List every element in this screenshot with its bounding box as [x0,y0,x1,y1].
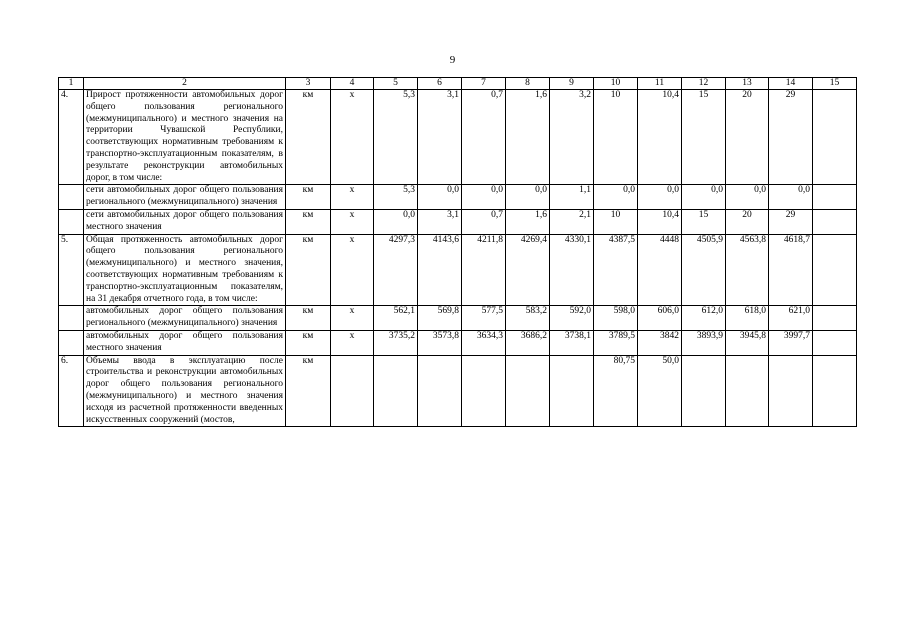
value-cell: 0,0 [726,185,769,210]
value-cell: 0,0 [682,185,726,210]
indicator-description: автомобильных дорог общего пользования регионального (межмуниципального) значения [84,306,286,331]
value-cell [462,355,506,427]
column-header-6: 6 [418,78,462,90]
base-value-cell: х [331,209,374,234]
value-cell: 606,0 [638,306,682,331]
value-cell: 621,0 [769,306,813,331]
indicator-description: сети автомобильных дорог общего пользования местного значения [84,209,286,234]
value-cell: 20 [726,90,769,185]
base-value-cell: х [331,185,374,210]
value-cell: 4143,6 [418,234,462,306]
value-cell: 4387,5 [594,234,638,306]
value-cell: 3735,2 [374,330,418,355]
value-cell: 10 [594,209,638,234]
indicator-description: сети автомобильных дорог общего пользования регионального (межмуниципального) значения [84,185,286,210]
row-number [59,330,84,355]
value-cell: 5,3 [374,90,418,185]
value-cell: 3,1 [418,90,462,185]
value-cell [769,355,813,427]
value-cell: 15 [682,90,726,185]
value-cell: 583,2 [506,306,550,331]
column-header-8: 8 [506,78,550,90]
value-cell: 0,7 [462,90,506,185]
value-cell: 0,7 [462,209,506,234]
value-cell: 50,0 [638,355,682,427]
unit-cell: км [286,209,331,234]
column-header-5: 5 [374,78,418,90]
value-cell: 0,0 [462,185,506,210]
value-cell: 80,75 [594,355,638,427]
value-cell [374,355,418,427]
column-header-12: 12 [682,78,726,90]
value-cell: 562,1 [374,306,418,331]
value-cell: 4297,3 [374,234,418,306]
row-number [59,185,84,210]
indicator-description: Объемы ввода в эксплуатацию после строительства и реконструкции автомобильных дорог общего пользования регионального (межмуниципального) и местного значения исходя из расчетной протяженности введенных искусственных сооружений (мостов, [84,355,286,427]
row-number: 4. [59,90,84,185]
value-cell: 3789,5 [594,330,638,355]
value-cell: 3,2 [550,90,594,185]
value-cell: 1,1 [550,185,594,210]
value-cell: 3686,2 [506,330,550,355]
value-cell: 3573,8 [418,330,462,355]
value-cell: 3945,8 [726,330,769,355]
column-header-14: 14 [769,78,813,90]
header-row [59,78,857,90]
column-header-4: 4 [331,78,374,90]
value-cell: 29 [769,90,813,185]
value-cell: 4505,9 [682,234,726,306]
unit-cell: км [286,306,331,331]
row-number [59,306,84,331]
page-number: 9 [449,54,456,66]
value-cell: 612,0 [682,306,726,331]
value-cell: 3893,9 [682,330,726,355]
column-header-13: 13 [726,78,769,90]
indicator-description: автомобильных дорог общего пользования местного значения [84,330,286,355]
value-cell: 3997,7 [769,330,813,355]
table-row [59,330,857,355]
value-cell: 10,4 [638,90,682,185]
value-cell: 1,6 [506,209,550,234]
table-row [59,234,857,306]
value-cell: 4211,8 [462,234,506,306]
unit-cell: км [286,330,331,355]
value-cell: 0,0 [769,185,813,210]
unit-cell: км [286,234,331,306]
table-row [59,90,857,185]
value-cell [726,355,769,427]
column-header-10: 10 [594,78,638,90]
indicator-description: Общая протяженность автомобильных дорог общего пользования регионального (межмуниципального) и местного значения, соответствующих нормативным требованиям к транспортно-эксплуатационным показателям, на 31 декабря отчетного года, в том числе: [84,234,286,306]
table-row [59,209,857,234]
column-header-1: 1 [59,78,84,90]
value-cell: 618,0 [726,306,769,331]
value-cell: 4330,1 [550,234,594,306]
value-cell [813,90,857,185]
column-header-15: 15 [813,78,857,90]
value-cell [506,355,550,427]
value-cell [813,209,857,234]
base-value-cell: х [331,90,374,185]
unit-cell: км [286,90,331,185]
value-cell: 0,0 [418,185,462,210]
value-cell: 0,0 [594,185,638,210]
value-cell: 3738,1 [550,330,594,355]
indicators-table [58,77,857,427]
value-cell: 29 [769,209,813,234]
value-cell: 0,0 [374,209,418,234]
indicator-description: Прирост протяженности автомобильных дорог общего пользования регионального (межмуниципального) и местного значения на территории Чувашской Республики, соответствующих нормативным требованиям к транспортно-эксплуатационным показателям, в результате реконструкции автомобильных дорог, в том числе: [84,90,286,185]
value-cell: 3634,3 [462,330,506,355]
value-cell [813,234,857,306]
value-cell: 5,3 [374,185,418,210]
table-body [59,90,857,427]
row-number: 6. [59,355,84,427]
value-cell: 598,0 [594,306,638,331]
value-cell: 10,4 [638,209,682,234]
base-value-cell: х [331,330,374,355]
value-cell: 4618,7 [769,234,813,306]
value-cell [813,330,857,355]
value-cell: 1,6 [506,90,550,185]
value-cell: 10 [594,90,638,185]
value-cell: 4563,8 [726,234,769,306]
value-cell: 2,1 [550,209,594,234]
value-cell [418,355,462,427]
value-cell [550,355,594,427]
table-row [59,355,857,427]
row-number: 5. [59,234,84,306]
value-cell: 0,0 [506,185,550,210]
value-cell: 20 [726,209,769,234]
value-cell: 3842 [638,330,682,355]
value-cell [813,355,857,427]
value-cell: 4448 [638,234,682,306]
unit-cell: км [286,185,331,210]
column-header-9: 9 [550,78,594,90]
value-cell [682,355,726,427]
column-header-3: 3 [286,78,331,90]
value-cell: 569,8 [418,306,462,331]
table-row [59,306,857,331]
base-value-cell [331,355,374,427]
value-cell: 592,0 [550,306,594,331]
value-cell: 577,5 [462,306,506,331]
column-header-11: 11 [638,78,682,90]
value-cell [813,185,857,210]
unit-cell: км [286,355,331,427]
base-value-cell: х [331,234,374,306]
row-number [59,209,84,234]
base-value-cell: х [331,306,374,331]
value-cell: 4269,4 [506,234,550,306]
value-cell: 0,0 [638,185,682,210]
column-header-7: 7 [462,78,506,90]
value-cell: 3,1 [418,209,462,234]
value-cell [813,306,857,331]
table-row [59,185,857,210]
column-header-2: 2 [84,78,286,90]
value-cell: 15 [682,209,726,234]
